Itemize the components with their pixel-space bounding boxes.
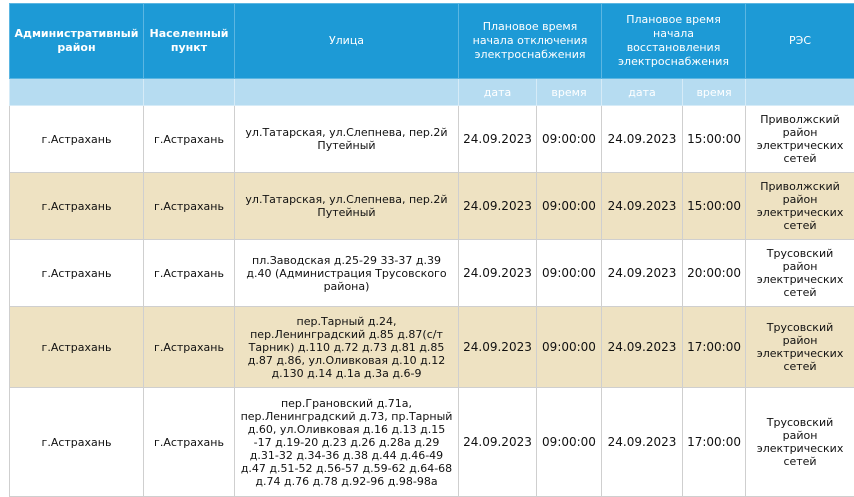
cell-res: Трусовский район электрических сетей bbox=[746, 240, 854, 307]
cell-settlement: г.Астрахань bbox=[144, 240, 235, 307]
cell-on-date: 24.09.2023 bbox=[602, 307, 683, 388]
cell-settlement: г.Астрахань bbox=[144, 388, 235, 497]
cell-settlement: г.Астрахань bbox=[144, 173, 235, 240]
subheader-off-time: время bbox=[537, 79, 602, 106]
cell-district: г.Астрахань bbox=[10, 240, 144, 307]
subheader-empty bbox=[144, 79, 235, 106]
cell-off-date: 24.09.2023 bbox=[459, 388, 537, 497]
table-row bbox=[10, 173, 854, 240]
cell-off-date: 24.09.2023 bbox=[459, 173, 537, 240]
table-header-row bbox=[10, 4, 854, 79]
cell-off-time: 09:00:00 bbox=[537, 388, 602, 497]
cell-district: г.Астрахань bbox=[10, 173, 144, 240]
table-row bbox=[10, 106, 854, 173]
cell-off-time: 09:00:00 bbox=[537, 106, 602, 173]
subheader-off-date: дата bbox=[459, 79, 537, 106]
header-street: Улица bbox=[235, 4, 459, 79]
cell-on-date: 24.09.2023 bbox=[602, 240, 683, 307]
cell-off-time: 09:00:00 bbox=[537, 173, 602, 240]
header-settlement: Населенный пункт bbox=[144, 4, 235, 79]
subheader-empty bbox=[746, 79, 854, 106]
table-row bbox=[10, 240, 854, 307]
cell-on-time: 17:00:00 bbox=[683, 388, 746, 497]
cell-res: Трусовский район электрических сетей bbox=[746, 388, 854, 497]
subheader-empty bbox=[10, 79, 144, 106]
cell-on-time: 20:00:00 bbox=[683, 240, 746, 307]
cell-settlement: г.Астрахань bbox=[144, 106, 235, 173]
outage-schedule-table bbox=[9, 3, 854, 497]
header-planned-on: Плановое время начала восстановления электроснабжения bbox=[602, 4, 746, 79]
table-row bbox=[10, 388, 854, 497]
cell-res: Приволжский район электрических сетей bbox=[746, 173, 854, 240]
cell-on-time: 15:00:00 bbox=[683, 106, 746, 173]
cell-district: г.Астрахань bbox=[10, 388, 144, 497]
cell-res: Трусовский район электрических сетей bbox=[746, 307, 854, 388]
cell-off-time: 09:00:00 bbox=[537, 307, 602, 388]
cell-on-date: 24.09.2023 bbox=[602, 173, 683, 240]
cell-off-date: 24.09.2023 bbox=[459, 240, 537, 307]
cell-off-time: 09:00:00 bbox=[537, 240, 602, 307]
cell-res: Приволжский район электрических сетей bbox=[746, 106, 854, 173]
cell-district: г.Астрахань bbox=[10, 307, 144, 388]
cell-street: ул.Татарская, ул.Слепнева, пер.2й Путейный bbox=[235, 173, 459, 240]
cell-district: г.Астрахань bbox=[10, 106, 144, 173]
subheader-on-date: дата bbox=[602, 79, 683, 106]
cell-off-date: 24.09.2023 bbox=[459, 307, 537, 388]
cell-street: ул.Татарская, ул.Слепнева, пер.2й Путейный bbox=[235, 106, 459, 173]
cell-off-date: 24.09.2023 bbox=[459, 106, 537, 173]
cell-street: пер.Тарный д.24, пер.Ленинградский д.85 д.87(с/т Тарник) д.110 д.72 д.73 д.81 д.85 д.87 д.86, ул.Оливковая д.10 д.12 д.130 д.14 д.1а д.3а д.6-9 bbox=[235, 307, 459, 388]
cell-on-date: 24.09.2023 bbox=[602, 388, 683, 497]
table-row bbox=[10, 307, 854, 388]
header-res: РЭС bbox=[746, 4, 854, 79]
cell-on-time: 15:00:00 bbox=[683, 173, 746, 240]
table-subheader-row bbox=[10, 79, 854, 106]
cell-settlement: г.Астрахань bbox=[144, 307, 235, 388]
cell-street: пер.Грановский д.71а, пер.Ленинградский д.73, пр.Тарный д.60, ул.Оливковая д.16 д.13 д.15 -17 д.19-20 д.23 д.26 д.28а д.29 д.31-32 д.34-36 д.38 д.44 д.46-49 д.47 д.51-52 д.56-57 д.59-62 д.64-68 д.74 д.76 д.78 д.92-96 д.98-98а bbox=[235, 388, 459, 497]
subheader-on-time: время bbox=[683, 79, 746, 106]
header-planned-off: Плановое время начала отключения электроснабжения bbox=[459, 4, 602, 79]
cell-street: пл.Заводская д.25-29 33-37 д.39 д.40 (Администрация Трусовского района) bbox=[235, 240, 459, 307]
subheader-empty bbox=[235, 79, 459, 106]
cell-on-time: 17:00:00 bbox=[683, 307, 746, 388]
cell-on-date: 24.09.2023 bbox=[602, 106, 683, 173]
header-district: Административный район bbox=[10, 4, 144, 79]
